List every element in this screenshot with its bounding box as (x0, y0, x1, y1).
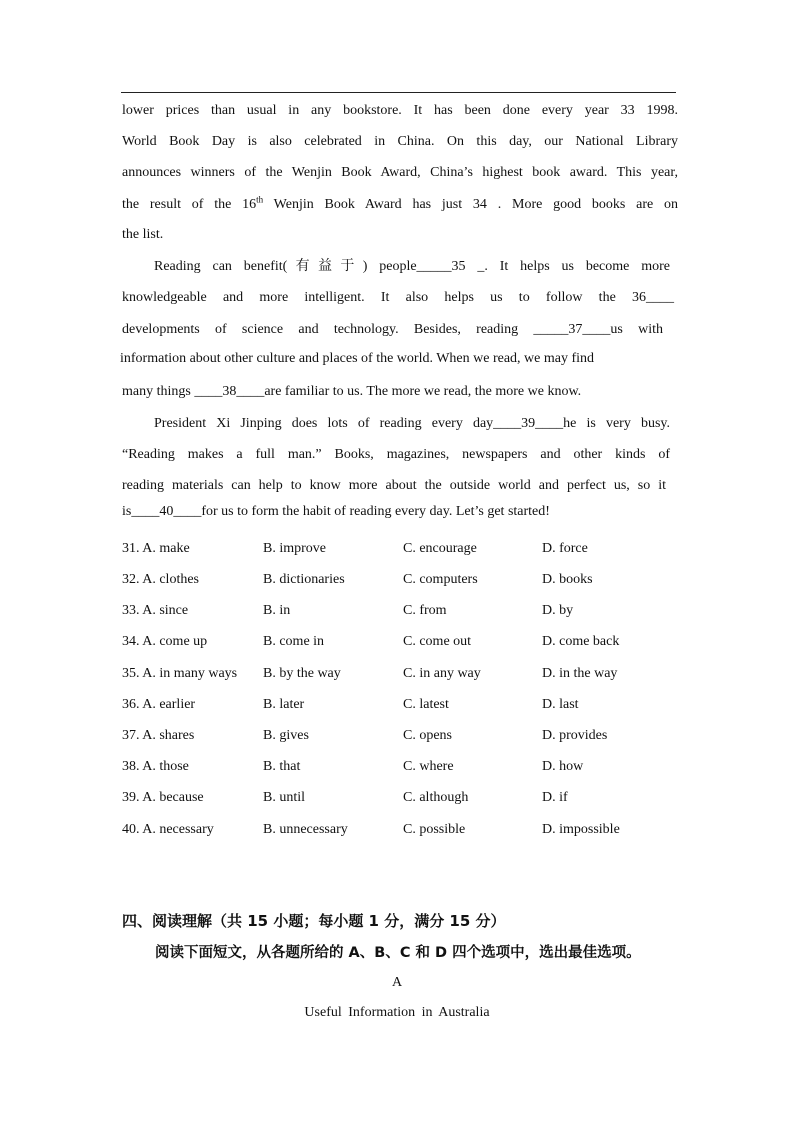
option-d: D. force (542, 541, 588, 556)
text-fragment: Wenjin Book Award has just 34 . More good books are on (263, 197, 678, 212)
option-b: B. by the way (263, 666, 341, 681)
passage-line: is____40____for us to form the habit of reading every day. Let’s get started! (122, 504, 550, 519)
option-b: B. gives (263, 728, 309, 743)
passage-line: lower prices than usual in any bookstore. It has been done every year 33 1998. (122, 103, 678, 118)
option-b: B. dictionaries (263, 572, 345, 587)
option-a: 40. A. necessary (122, 822, 214, 837)
passage-line: announces winners of the Wenjin Book Award, China’s highest book award. This year, (122, 165, 678, 180)
option-d: D. impossible (542, 822, 620, 837)
option-c: C. in any way (403, 666, 481, 681)
option-d: D. in the way (542, 666, 618, 681)
option-a: 37. A. shares (122, 728, 195, 743)
passage-line: Reading can benefit(有益于) people_____35 _. It helps us become more (154, 259, 670, 274)
option-a: 31. A. make (122, 541, 190, 556)
passage-label: A (391, 975, 403, 990)
option-d: D. if (542, 790, 568, 805)
option-c: C. come out (403, 634, 472, 649)
option-b: B. come in (263, 634, 325, 649)
option-d: D. come back (542, 634, 620, 649)
option-a: 32. A. clothes (122, 572, 199, 587)
passage-line: “Reading makes a full man.” Books, magazines, newspapers and other kinds of (122, 447, 670, 462)
option-c: C. where (403, 759, 454, 774)
passage-line: President Xi Jinping does lots of reading every day____39____he is very busy. (154, 416, 670, 431)
option-a: 36. A. earlier (122, 697, 196, 712)
option-a: 34. A. come up (122, 634, 208, 649)
option-c: C. opens (403, 728, 452, 743)
text-fragment: the result of the 16 (122, 197, 257, 212)
option-b: B. improve (263, 541, 326, 556)
option-c: C. from (403, 603, 447, 618)
option-d: D. last (542, 697, 579, 712)
passage-line: reading materials can help to know more about the outside world and perfect us, so it (122, 478, 666, 493)
option-c: C. although (403, 790, 469, 805)
option-c: C. encourage (403, 541, 477, 556)
option-b: B. in (263, 603, 291, 618)
option-c: C. latest (403, 697, 449, 712)
passage-line: many things ____38____are familiar to us. The more we read, the more we know. (122, 384, 582, 399)
top-rule (121, 92, 676, 93)
section-title: 四、阅读理解（共 15 小题；每小题 1 分，满分 15 分） (122, 912, 506, 930)
option-a: 35. A. in many ways (122, 666, 238, 681)
option-d: D. by (542, 603, 574, 618)
option-d: D. provides (542, 728, 608, 743)
option-d: D. books (542, 572, 593, 587)
option-b: B. later (263, 697, 305, 712)
option-a: 33. A. since (122, 603, 189, 618)
passage-line: the list. (122, 227, 164, 242)
option-c: C. computers (403, 572, 478, 587)
superscript: th (256, 194, 264, 205)
option-b: B. unnecessary (263, 822, 348, 837)
option-b: B. that (263, 759, 301, 774)
option-d: D. how (542, 759, 584, 774)
option-c: C. possible (403, 822, 466, 837)
option-b: B. until (263, 790, 306, 805)
option-a: 39. A. because (122, 790, 204, 805)
section-instruction: 阅读下面短文，从各题所给的 A、B、C 和 D 四个选项中，选出最佳选项。 (155, 945, 641, 961)
passage-title: Useful Information in Australia (304, 1005, 490, 1020)
passage-line: World Book Day is also celebrated in China. On this day, our National Library (122, 134, 678, 149)
passage-line: developments of science and technology. Besides, reading _____37____us with (122, 322, 663, 337)
option-a: 38. A. those (122, 759, 189, 774)
passage-line (122, 196, 678, 214)
passage-line: knowledgeable and more intelligent. It also helps us to follow the 36____ (122, 290, 674, 305)
passage-line: information about other culture and places of the world. When we read, we may find (120, 351, 595, 366)
